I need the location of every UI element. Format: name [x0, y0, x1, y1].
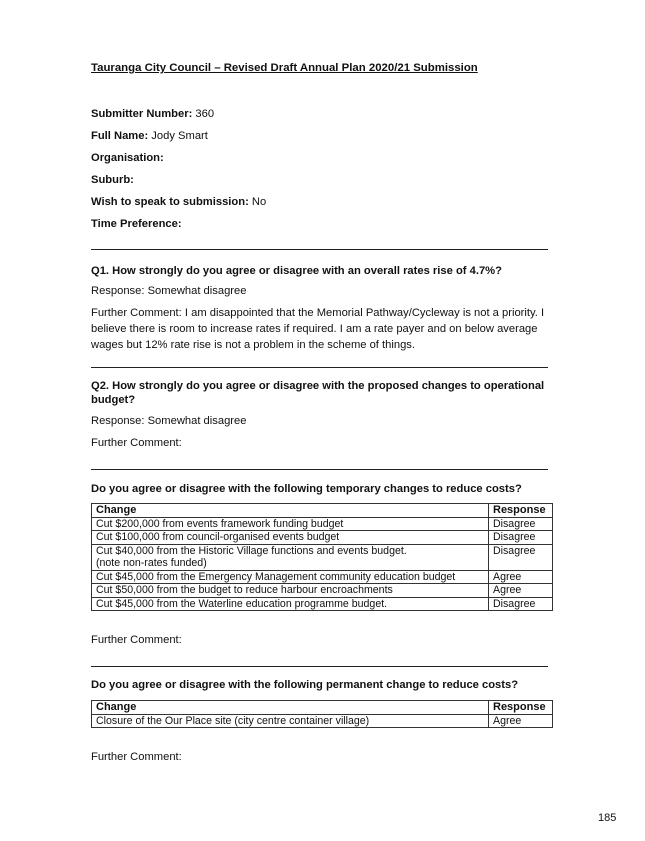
response-cell: Disagree [489, 597, 553, 611]
q1-comment: Further Comment: I am disappointed that the Memorial Pathway/Cycleway is not a priority. I believe there is room to increase rates if required. I am a rate payer and on below average wages but 12% rate rise is not a problem in the scheme of things. [91, 307, 545, 351]
permanent-comment: Further Comment: [91, 751, 182, 763]
wish-to-speak-value: No [248, 196, 267, 208]
column-header-change: Change [92, 504, 489, 518]
change-cell: Cut $45,000 from the Waterline education programme budget. [92, 597, 489, 611]
suburb-label: Suburb: [91, 174, 134, 186]
permanent-change-table [91, 700, 553, 728]
organisation [91, 152, 164, 164]
table-row [92, 597, 553, 611]
q2-comment: Further Comment: [91, 437, 182, 449]
change-cell: Cut $100,000 from council-organised events budget [92, 531, 489, 545]
table-row [92, 517, 553, 531]
response-cell: Agree [489, 714, 553, 728]
submitter-number-value: 360 [192, 108, 215, 120]
submitter-number-label: Submitter Number: [91, 108, 193, 120]
q2-response: Response: Somewhat disagree [91, 415, 247, 427]
q1-question: Q1. How strongly do you agree or disagree with an overall rates rise of 4.7%? [91, 265, 502, 277]
q2-question: Q2. How strongly do you agree or disagree with the proposed changes to operational budget? [91, 380, 545, 406]
page-title: Tauranga City Council – Revised Draft Annual Plan 2020/21 Submission [91, 62, 478, 74]
divider [91, 249, 548, 250]
response-cell: Agree [489, 570, 553, 584]
response-cell: Agree [489, 584, 553, 598]
full-name [91, 130, 208, 142]
q1-response: Response: Somewhat disagree [91, 285, 247, 297]
column-header-change: Change [92, 701, 489, 715]
table-row [92, 531, 553, 545]
submitter-number [91, 108, 214, 120]
page-number: 185 [598, 812, 617, 824]
full-name-value: Jody Smart [148, 130, 208, 142]
divider [91, 367, 548, 368]
table-row [92, 544, 553, 570]
temporary-comment: Further Comment: [91, 634, 182, 646]
table-header-row [92, 701, 553, 715]
table-row [92, 570, 553, 584]
response-cell: Disagree [489, 544, 553, 570]
column-header-response: Response [489, 701, 553, 715]
change-text: Cut $40,000 from the Historic Village functions and events budget. [96, 544, 407, 557]
table-header-row [92, 504, 553, 518]
change-cell: Cut $45,000 from the Emergency Management community education budget [92, 570, 489, 584]
change-cell [92, 544, 489, 570]
table-row [92, 584, 553, 598]
permanent-question: Do you agree or disagree with the following permanent change to reduce costs? [91, 679, 519, 691]
time-preference [91, 218, 182, 230]
change-cell: Cut $200,000 from events framework funding budget [92, 517, 489, 531]
column-header-response: Response [489, 504, 553, 518]
temporary-question: Do you agree or disagree with the following temporary changes to reduce costs? [91, 483, 522, 495]
change-cell: Closure of the Our Place site (city centre container village) [92, 714, 489, 728]
full-name-label: Full Name: [91, 130, 149, 142]
time-preference-label: Time Preference: [91, 218, 182, 230]
divider [91, 469, 548, 470]
response-cell: Disagree [489, 517, 553, 531]
wish-to-speak [91, 196, 266, 208]
table-row [92, 714, 553, 728]
temporary-changes-table [91, 503, 553, 611]
response-cell: Disagree [489, 531, 553, 545]
suburb [91, 174, 134, 186]
wish-to-speak-label: Wish to speak to submission: [91, 196, 249, 208]
organisation-label: Organisation: [91, 152, 164, 164]
change-cell: Cut $50,000 from the budget to reduce harbour encroachments [92, 584, 489, 598]
change-note: (note non-rates funded) [96, 557, 207, 569]
divider [91, 666, 548, 667]
